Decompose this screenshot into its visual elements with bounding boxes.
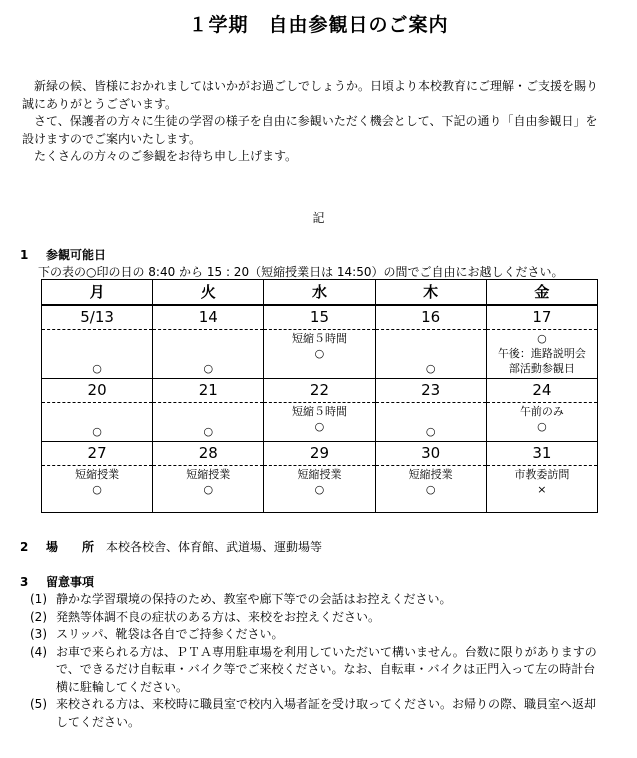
cell-note: 短縮授業 [297, 468, 342, 481]
cell-note: 午後：進路説明会 [497, 347, 586, 360]
cell-note: 短縮授業 [408, 468, 453, 481]
status-cell [375, 466, 486, 513]
note-number: (2) [30, 609, 47, 624]
status-cell [375, 330, 486, 379]
available-mark: ○ [425, 362, 436, 375]
visit-calendar [41, 279, 598, 513]
status-cell [42, 466, 153, 513]
section-number: 2 [20, 540, 29, 554]
section-number: 3 [20, 575, 29, 589]
note-item [30, 626, 600, 644]
status-cell [153, 330, 264, 379]
available-mark: ○ [425, 483, 436, 496]
weekday-header: 木 [375, 280, 486, 306]
available-mark: ○ [203, 425, 214, 438]
weekday-header: 水 [264, 280, 375, 306]
date-cell: 15 [264, 305, 375, 330]
section-2-location [20, 538, 322, 555]
available-mark: ○ [92, 362, 102, 375]
status-cell [42, 403, 153, 442]
note-item [30, 591, 600, 609]
status-cell [486, 466, 597, 513]
date-row [42, 379, 598, 403]
intro-paragraph: さて、保護者の方々に生徒の学習の様子を自由に参観いただく機会として、下記の通り「自由参観日」を設けますのでご案内いたします。 [22, 114, 598, 146]
cell-note: 短縮授業 [75, 468, 120, 481]
section-1-heading [20, 246, 106, 263]
location-text: 本校各校舎、体育館、武道場、運動場等 [106, 540, 323, 554]
note-item [30, 696, 600, 731]
available-mark: ○ [203, 362, 214, 375]
status-row [42, 403, 598, 442]
status-cell [153, 466, 264, 513]
note-item [30, 644, 600, 697]
cell-note: 短縮授業 [186, 468, 231, 481]
cell-note: 短縮５時間 [291, 332, 347, 345]
intro-paragraph: 新緑の候、皆様におかれましてはいかがお過ごしでしょうか。日頃より本校教育にご理解・ご支援を賜り誠にありがとうございます。 [22, 79, 599, 111]
date-row [42, 305, 598, 330]
date-cell: 29 [264, 442, 375, 466]
date-cell: 27 [42, 442, 153, 466]
date-cell: 30 [375, 442, 486, 466]
available-mark: ○ [92, 425, 102, 438]
date-cell: 21 [153, 379, 264, 403]
note-number: (1) [30, 592, 47, 606]
note-text: 発熱等体調不良の症状のある方は、来校をお控えください。 [56, 609, 381, 624]
intro-text [22, 78, 602, 166]
notes-list [30, 591, 600, 731]
available-mark: ○ [537, 420, 547, 433]
status-cell [264, 466, 375, 513]
date-cell: 16 [375, 305, 486, 330]
weekday-header: 金 [486, 280, 597, 306]
weekday-header-row [42, 280, 598, 306]
status-cell [486, 403, 597, 442]
intro-paragraph: たくさんの方々のご参観をお待ち申し上げます。 [34, 149, 298, 163]
available-mark: ○ [92, 483, 102, 496]
weekday-header: 月 [42, 280, 153, 306]
status-cell [42, 330, 153, 379]
available-mark: ○ [314, 347, 325, 360]
date-cell: 14 [153, 305, 264, 330]
cell-note: 市教委訪問 [514, 468, 570, 481]
status-row [42, 330, 598, 379]
date-cell: 28 [153, 442, 264, 466]
date-row [42, 442, 598, 466]
available-mark: ○ [425, 425, 436, 438]
status-cell [264, 330, 375, 379]
section-label: 参観可能日 [46, 248, 107, 262]
available-mark: ○ [203, 483, 214, 496]
available-mark: ○ [537, 332, 547, 345]
weekday-header: 火 [153, 280, 264, 306]
date-cell: 24 [486, 379, 597, 403]
note-number: (3) [30, 627, 47, 641]
ki-heading: 記 [312, 211, 325, 225]
cell-note: 短縮５時間 [291, 405, 347, 418]
status-cell [264, 403, 375, 442]
unavailable-mark: × [537, 483, 547, 496]
section-label: 留意事項 [46, 575, 95, 589]
cell-note: 午前のみ [519, 405, 564, 418]
status-cell [486, 330, 597, 379]
note-text: お車で来られる方は、ＰＴＡ専用駐車場を利用していただいて構いません。台数に限りがありますので、できるだけ自転車・バイク等でご来校ください。なお、自転車・バイクは正門入って左の時計台横に駐輪してください。 [56, 644, 597, 694]
section-number: 1 [20, 248, 29, 262]
section-label: 場 所 [46, 540, 95, 554]
available-mark: ○ [314, 483, 325, 496]
available-mark: ○ [314, 420, 325, 433]
date-cell: 17 [486, 305, 597, 330]
visit-hours-note: 下の表の○印の日の 8:40 から 15 : 20（短縮授業日は 14:50）の間でご自由にお越しください。 [38, 265, 564, 279]
status-cell [153, 403, 264, 442]
note-number: (5) [30, 697, 47, 711]
section-3-heading [20, 573, 94, 590]
status-row [42, 466, 598, 513]
date-cell: 31 [486, 442, 597, 466]
date-cell: 22 [264, 379, 375, 403]
date-cell: 20 [42, 379, 153, 403]
date-cell: 23 [375, 379, 486, 403]
cell-note: 部活動参観日 [508, 362, 575, 375]
note-number: (4) [30, 644, 47, 659]
note-text: 静かな学習環境の保持のため、教室や廊下等での会話はお控えください。 [56, 592, 452, 606]
note-text: 来校される方は、来校時に職員室で校内入場者証を受け取ってください。お帰りの際、職員室へ返却してください。 [56, 697, 597, 729]
status-cell [375, 403, 486, 442]
note-text: スリッパ、靴袋は各自でご持参ください。 [56, 627, 284, 641]
note-item [30, 609, 600, 627]
date-cell: 5/13 [42, 305, 153, 330]
page-title: １学期 自由参観日のご案内 [188, 14, 449, 36]
